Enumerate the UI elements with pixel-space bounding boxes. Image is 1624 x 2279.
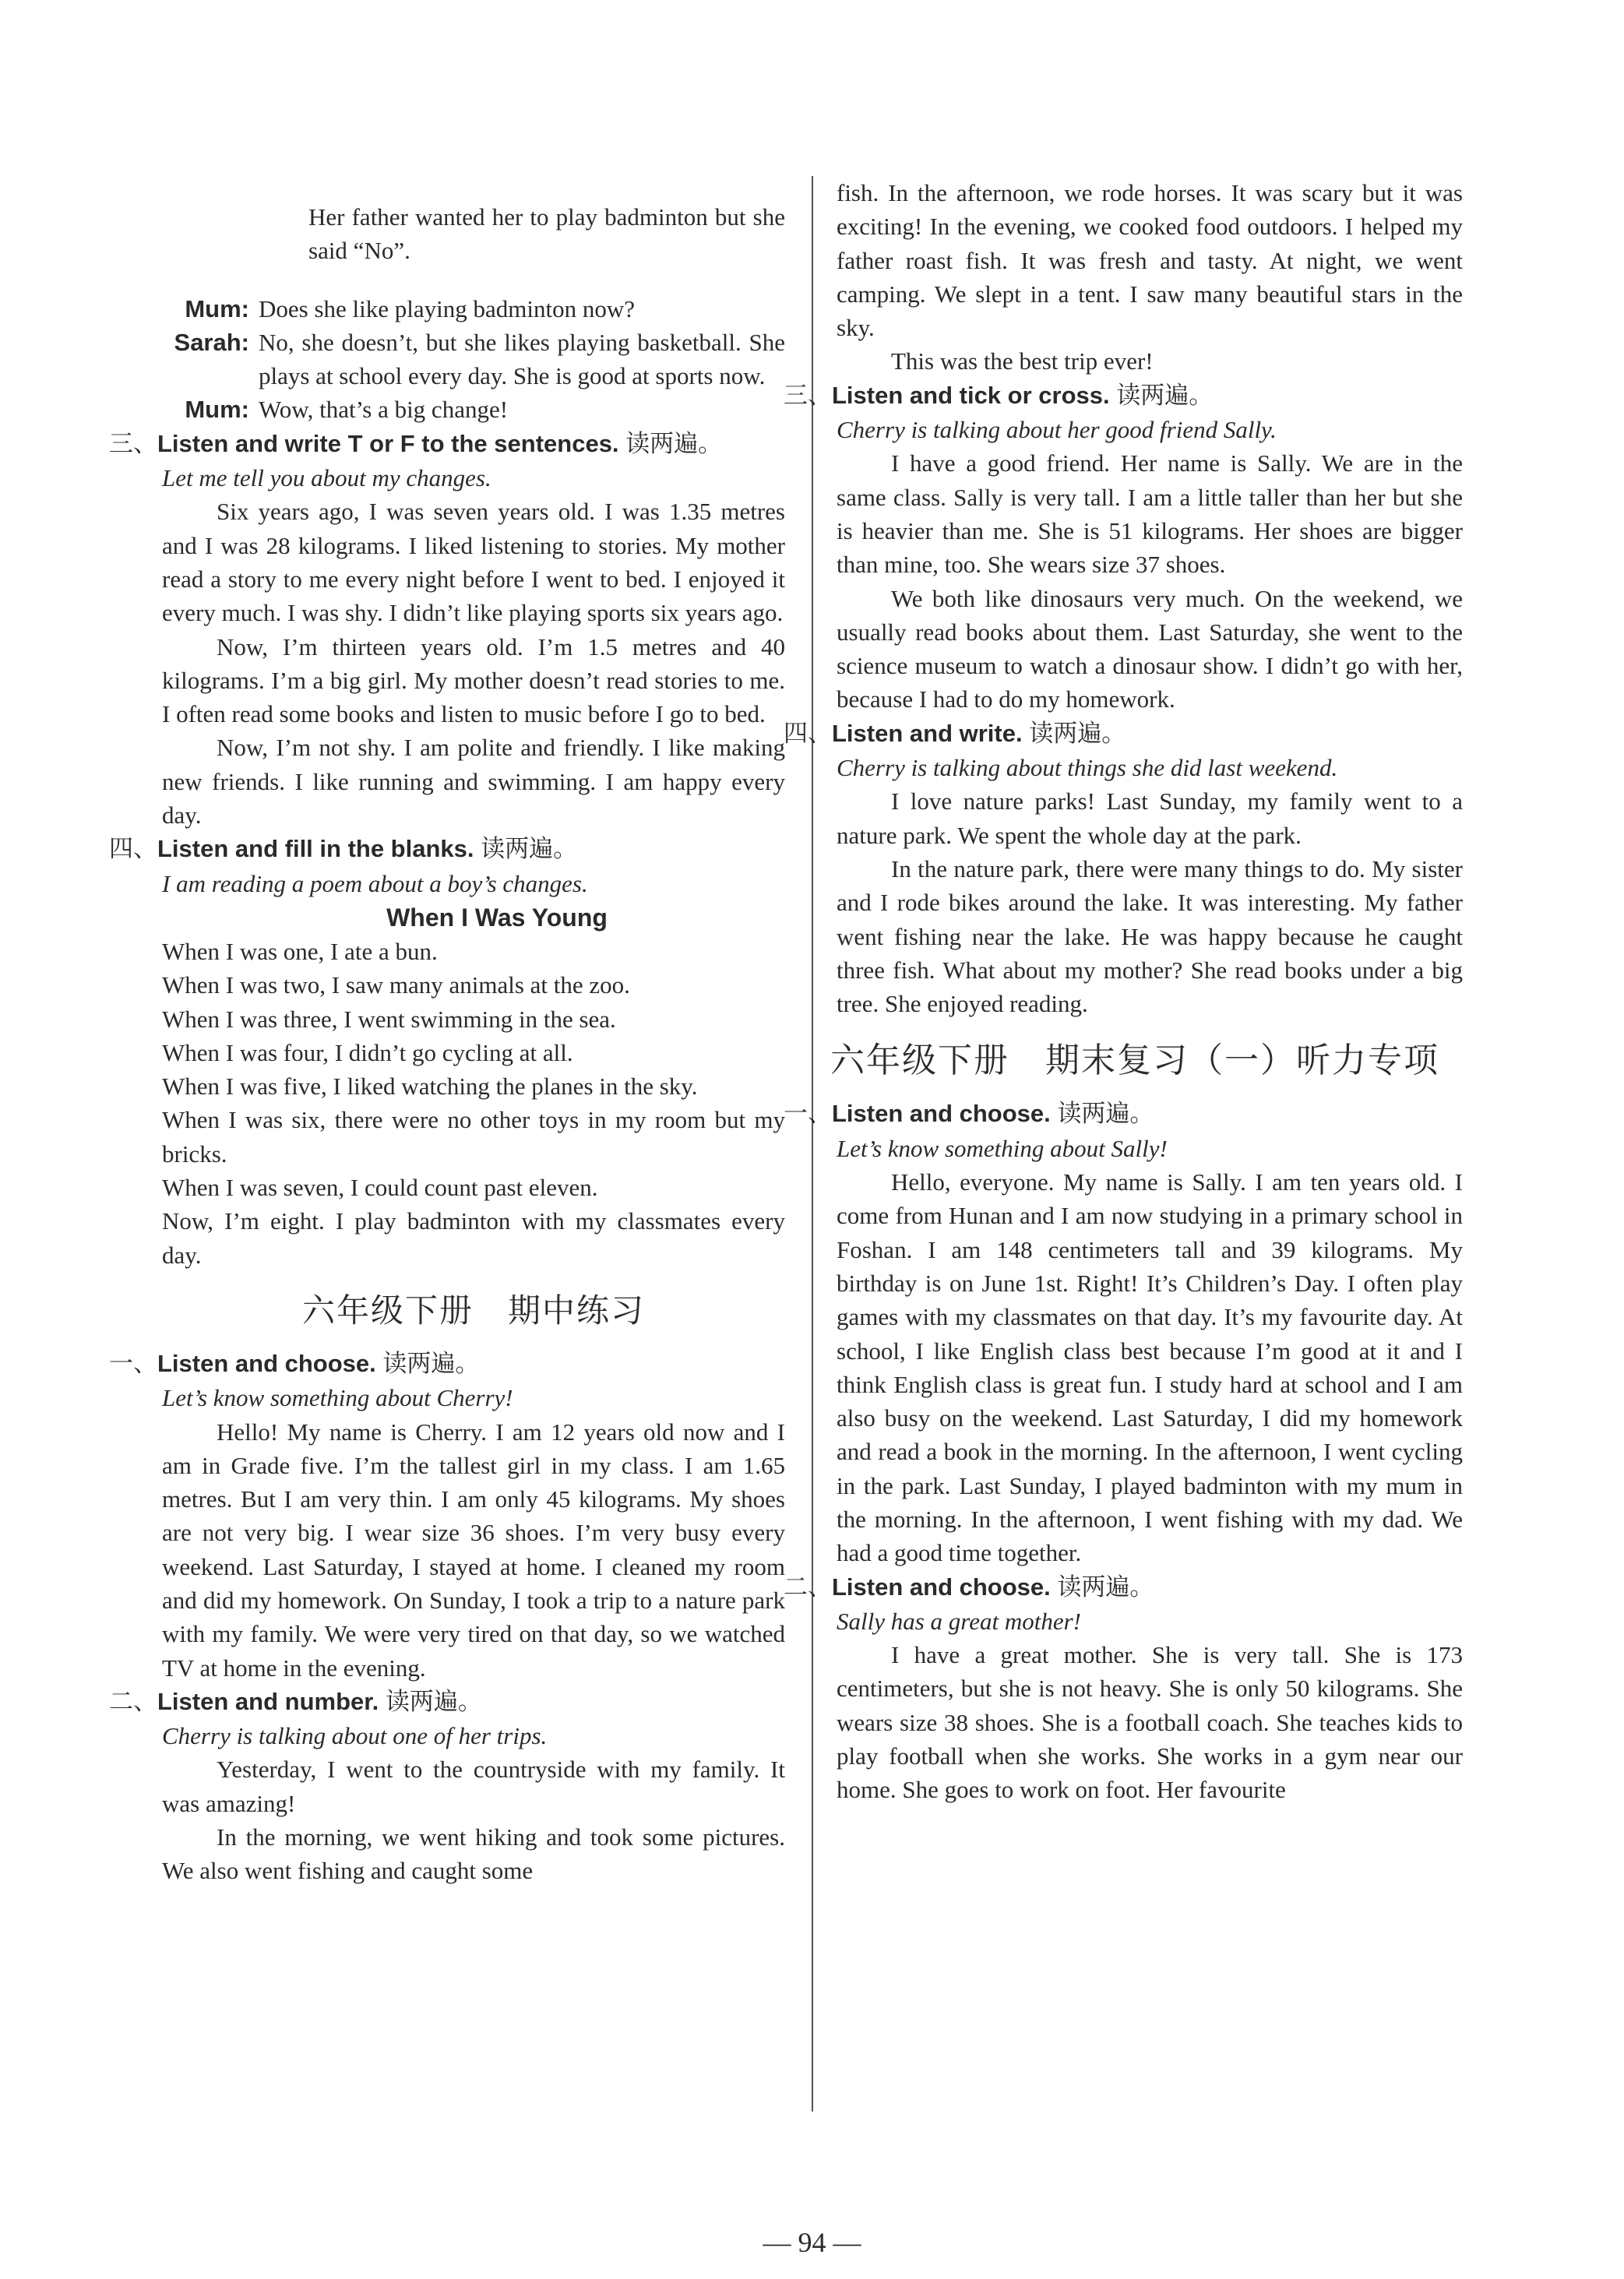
paragraph: Now, I’m thirteen years old. I’m 1.5 metres and 40 kilograms. I’m a big girl. My mother doesn’t read stories to me. I often read some books and listen to music before I go to bed.	[162, 632, 785, 728]
poem-line: When I was seven, I could count past eleven.	[162, 1174, 598, 1202]
section-note: 读两遍。	[625, 429, 723, 458]
section-heading	[109, 832, 785, 866]
section-heading	[784, 1570, 1463, 1604]
section-note: 读两遍。	[1116, 381, 1214, 410]
dialogue-line	[162, 326, 785, 393]
section-title: Listen and choose.	[157, 1349, 376, 1377]
column-divider	[812, 176, 813, 2112]
page-number: — 94 —	[763, 2227, 861, 2258]
poem-line: Now, I’m eight. I play badminton with my classmates every day.	[162, 1207, 785, 1269]
dialogue-text: No, she doesn’t, but she likes playing basketball. She plays at school every day. She is good at sports now.	[259, 328, 785, 390]
section-intro: Let me tell you about my changes.	[162, 464, 491, 492]
paragraph: Yesterday, I went to the countryside with my family. It was amazing!	[162, 1756, 785, 1817]
section-heading	[784, 1097, 1463, 1131]
paragraph: Hello, everyone. My name is Sally. I am ten years old. I come from Hunan and I am now studying in a primary school in Foshan. I am 148 centimeters tall and 39 kilograms. My birthday is on June 1st. Right! It’s Children’s Day. I often play games with my classmates on that day. It’s my favourite day. At school, I like English class best because I’m good at it and I think English class is great fun. I study hard at school and I am also busy on the weekend. Last Saturday, I did my homework and read a book in the morning. In the afternoon, I went cycling in the park. Last Sunday, I played badminton with my mum in the morning. In the afternoon, I went fishing with my dad. We had a good time together.	[837, 1168, 1463, 1567]
section-heading	[109, 1685, 785, 1719]
poem-line: When I was three, I went swimming in the sea.	[162, 1005, 616, 1033]
section-title: Listen and tick or cross.	[832, 381, 1110, 409]
section-title: Listen and number.	[157, 1687, 379, 1715]
paragraph: In the nature park, there were many things to do. My sister and I rode bikes around the lake. It was interesting. My father went fishing near the lake. He was happy because he caught three fish. What about my mother? She read books under a big tree. She enjoyed reading.	[837, 854, 1463, 1018]
section-heading	[784, 379, 1463, 413]
paragraph: I have a great mother. She is very tall. She is 173 centimeters, but she is not heavy. She is only 50 kilograms. She wears size 38 shoes. She is a football coach. She teaches kids to play football when she works. She works in a gym near our home. She goes to work on foot. Her favourite	[837, 1641, 1463, 1804]
speaker: Mum:	[185, 396, 249, 424]
section-title: Listen and write T or F to the sentences.	[157, 429, 619, 457]
left-column	[109, 176, 785, 1888]
section-note: 读两遍。	[481, 835, 578, 864]
section-note: 读两遍。	[1057, 1100, 1154, 1129]
section-number: 二、	[109, 1687, 157, 1716]
poem-line: When I was five, I liked watching the planes in the sky.	[162, 1073, 698, 1101]
dialogue-continuation: Her father wanted her to play badminton but she said “No”.	[308, 203, 785, 265]
poem-line: When I was one, I ate a bun.	[162, 937, 438, 965]
section-intro: Let’s know something about Sally!	[837, 1134, 1168, 1162]
section-number: 四、	[109, 835, 157, 864]
section-intro: I am reading a poem about a boy’s changes.	[162, 869, 588, 897]
paragraph: Now, I’m not shy. I am polite and friendly. I like making new friends. I like running and swimming. I am happy every day.	[162, 734, 785, 830]
section-number: 三、	[784, 381, 832, 410]
paragraph: In the morning, we went hiking and took some pictures. We also went fishing and caught some	[162, 1823, 785, 1885]
speaker: Mum:	[185, 294, 249, 322]
section-note: 读两遍。	[1029, 719, 1126, 748]
poem-line: When I was six, there were no other toys in my room but my bricks.	[162, 1106, 785, 1168]
paragraph-continuation: fish. In the afternoon, we rode horses. It was scary but it was exciting! In the evening, we cooked food outdoors. I helped my father roast fish. It was fresh and tasty. At night, we went camping. We slept in a tent. I saw many beautiful stars in the sky.	[837, 179, 1463, 342]
paragraph: This was the best trip ever!	[891, 347, 1154, 375]
speaker: Sarah:	[174, 328, 249, 356]
dialogue-line	[162, 393, 785, 426]
section-intro: Sally has a great mother!	[837, 1607, 1081, 1635]
section-heading	[109, 1347, 785, 1381]
paragraph: I have a good friend. Her name is Sally. We are in the same class. Sally is very tall. I am a little taller than her but she is heavier than me. She is 51 kilograms. Her shoes are bigger than mine, too. She wears size 37 shoes.	[837, 449, 1463, 579]
dialogue-text: Does she like playing badminton now?	[259, 294, 635, 322]
section-number: 二、	[784, 1573, 832, 1601]
section-note: 读两遍。	[382, 1349, 480, 1378]
paragraph: I love nature parks! Last Sunday, my family went to a nature park. We spent the whole day at the park.	[837, 787, 1463, 849]
section-intro: Cherry is talking about things she did last weekend.	[837, 754, 1338, 782]
section-number: 一、	[784, 1100, 832, 1129]
section-heading	[784, 717, 1463, 751]
paragraph: Hello! My name is Cherry. I am 12 years old now and I am in Grade five. I’m the tallest girl in my class. I am 1.65 metres. But I am very thin. I am only 45 kilograms. My shoes are not very big. I wear size 36 shoes. I’m very busy every weekend. Last Saturday, I stayed at home. I cleaned my room and did my homework. On Sunday, I took a trip to a nature park with my family. We were very tired on that day, so we watched TV at home in the evening.	[162, 1418, 785, 1682]
section-number: 三、	[109, 429, 157, 458]
section-intro: Cherry is talking about one of her trips.	[162, 1722, 548, 1750]
section-number: 四、	[784, 719, 832, 748]
section-heading	[109, 427, 785, 461]
dialogue-text: Wow, that’s a big change!	[259, 396, 509, 424]
section-title: Listen and fill in the blanks.	[157, 835, 474, 863]
section-number: 一、	[109, 1349, 157, 1378]
section-note: 读两遍。	[1057, 1573, 1154, 1601]
poem-line: When I was two, I saw many animals at the zoo.	[162, 971, 630, 999]
poem-title: When I Was Young	[386, 903, 608, 932]
section-intro: Cherry is talking about her good friend Sally.	[837, 416, 1277, 444]
paragraph: Six years ago, I was seven years old. I was 1.35 metres and I was 28 kilograms. I liked listening to stories. My mother read a story to me every night before I went to bed. I enjoyed it every much. I was shy. I didn’t like playing sports six years ago.	[162, 498, 785, 627]
chapter-heading: 六年级下册 期末复习（一）听力专项	[830, 1041, 1439, 1081]
dialogue-line	[162, 292, 785, 326]
paragraph: We both like dinosaurs very much. On the weekend, we usually read books about them. Last Saturday, she went to the science museum to watch a dinosaur show. I didn’t go with her, because I had to do my homework.	[837, 584, 1463, 713]
section-title: Listen and write.	[832, 719, 1023, 747]
section-intro: Let’s know something about Cherry!	[162, 1384, 513, 1412]
poem-line: When I was four, I didn’t go cycling at all.	[162, 1038, 573, 1066]
chapter-heading: 六年级下册 期中练习	[301, 1291, 645, 1330]
section-note: 读两遍。	[385, 1687, 482, 1716]
section-title: Listen and choose.	[832, 1100, 1051, 1128]
right-column	[784, 176, 1463, 1807]
section-title: Listen and choose.	[832, 1573, 1051, 1601]
